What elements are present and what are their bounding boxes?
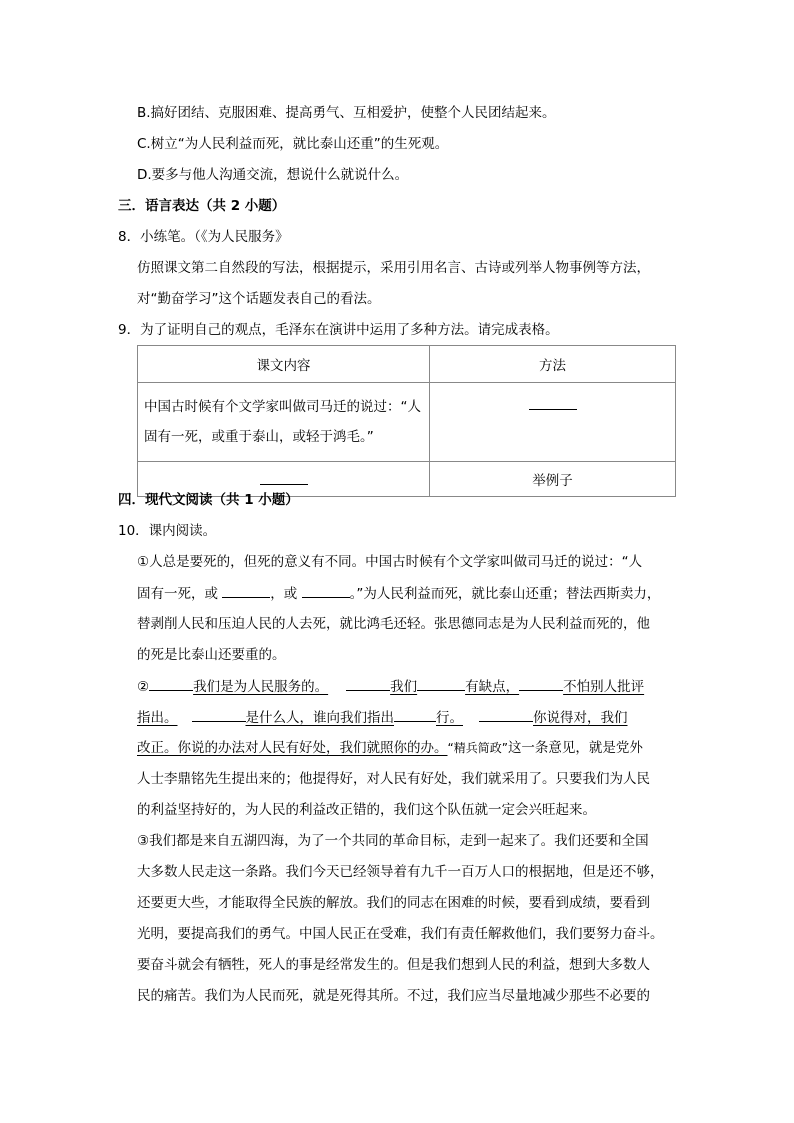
paragraph-2-line-2: 指出。 是什么人，谁向我们指出 行。 你说得对，我们 [137, 707, 628, 728]
option-d: D.要多与他人沟通交流，想说什么就说什么。 [137, 167, 409, 183]
underline-gap-5 [192, 707, 246, 722]
underline-gap-4 [519, 676, 563, 691]
question-8-line-2: 对“勤奋学习”这个话题发表自己的看法。 [137, 291, 381, 307]
paragraph-3-line-4: 光明，要提高我们的勇气。中国人民正在受难，我们有责任解救他们，我们要努力奋斗。 [137, 926, 664, 942]
table-row-1-content: 中国古时候有个文学家叫做司马迁的说过：“人固有一死，或重于泰山，或轻于鸿毛。” [144, 399, 421, 445]
section-4-title: 四．现代文阅读（共 1 小题） [118, 492, 299, 508]
underline-gap-6 [394, 707, 436, 722]
paragraph-1-line-2: 固有一死，或 ，或 。”为人民利益而死，就比泰山还重；替法西斯卖力， [137, 583, 660, 604]
table-row-2-content-blank[interactable] [260, 470, 308, 485]
paragraph-3-line-3: 还要更大些，才能取得全民族的解放。我们的同志在困难的时候，要看到成绩，要看到 [137, 895, 650, 911]
underline-gap-1 [149, 676, 193, 691]
paragraph-2-line-4: 人士李鼎铭先生提出来的；他提得好，对人民有好处，我们就采用了。只要我们为人民 [137, 771, 650, 787]
paragraph-2-line-5: 的利益坚持好的，为人民的利益改正错的，我们这个队伍就一定会兴旺起来。 [137, 802, 596, 818]
paragraph-2-line-3: 改正。你说的办法对人民有好处，我们就照你的办。“精兵简政”这一条意见，就是党外 [137, 740, 643, 756]
question-9-table [137, 345, 676, 497]
answer-blank-2[interactable] [302, 583, 350, 598]
paragraph-1-line-1: ①人总是要死的，但死的意义有不同。中国古时候有个文学家叫做司马迁的说过：“人 [137, 554, 643, 570]
paragraph-3-line-5: 要奋斗就会有牺牲，死人的事是经常发生的。但是我们想到人民的利益，想到大多数人 [137, 957, 650, 973]
answer-blank-1[interactable] [222, 583, 270, 598]
paragraph-1-line-4: 的死是比泰山还要重的。 [137, 647, 286, 663]
underline-gap-2 [346, 676, 390, 691]
option-c: C.树立“为人民利益而死，就比泰山还重”的生死观。 [137, 136, 449, 152]
paragraph-1-line-3: 替剥削人民和压迫人民的人去死，就比鸿毛还轻。张思德同志是为人民利益而死的，他 [137, 616, 650, 632]
question-8-stem: 8．小练笔。（《为人民服务》 [118, 229, 289, 245]
table-row-2-method: 举例子 [430, 462, 676, 497]
underline-gap-3 [417, 676, 465, 691]
table-header-content: 课文内容 [138, 346, 430, 383]
question-10-stem: 10．课内阅读。 [118, 523, 217, 539]
table-row-1-method-blank[interactable] [529, 395, 577, 410]
paragraph-3-line-6: 民的痛苦。我们为人民而死，就是死得其所。不过，我们应当尽量地减少那些不必要的 [137, 988, 650, 1004]
question-8-line-1: 仿照课文第二自然段的写法，根据提示，采用引用名言、古诗或列举人物事例等方法， [137, 260, 650, 276]
paragraph-3-line-2: 大多数人民走这一条路。我们今天已经领导着有九千一百万人口的根据地，但是还不够， [137, 864, 664, 880]
option-b: B.搞好团结、克服困难、提高勇气、互相爱护，使整个人民团结起来。 [137, 105, 556, 121]
table-header-method: 方法 [430, 346, 676, 383]
section-3-title: 三．语言表达（共 2 小题） [118, 198, 286, 214]
paragraph-2-line-1: ② 我们是为人民服务的。 我们 有缺点， 不怕别人批评 [137, 676, 644, 697]
paragraph-3-line-1: ③我们都是来自五湖四海，为了一个共同的革命目标，走到一起来了。我们还要和全国 [137, 833, 649, 849]
underline-gap-7 [479, 707, 533, 722]
question-9-stem: 9．为了证明自己的观点，毛泽东在演讲中运用了多种方法。请完成表格。 [118, 322, 559, 338]
